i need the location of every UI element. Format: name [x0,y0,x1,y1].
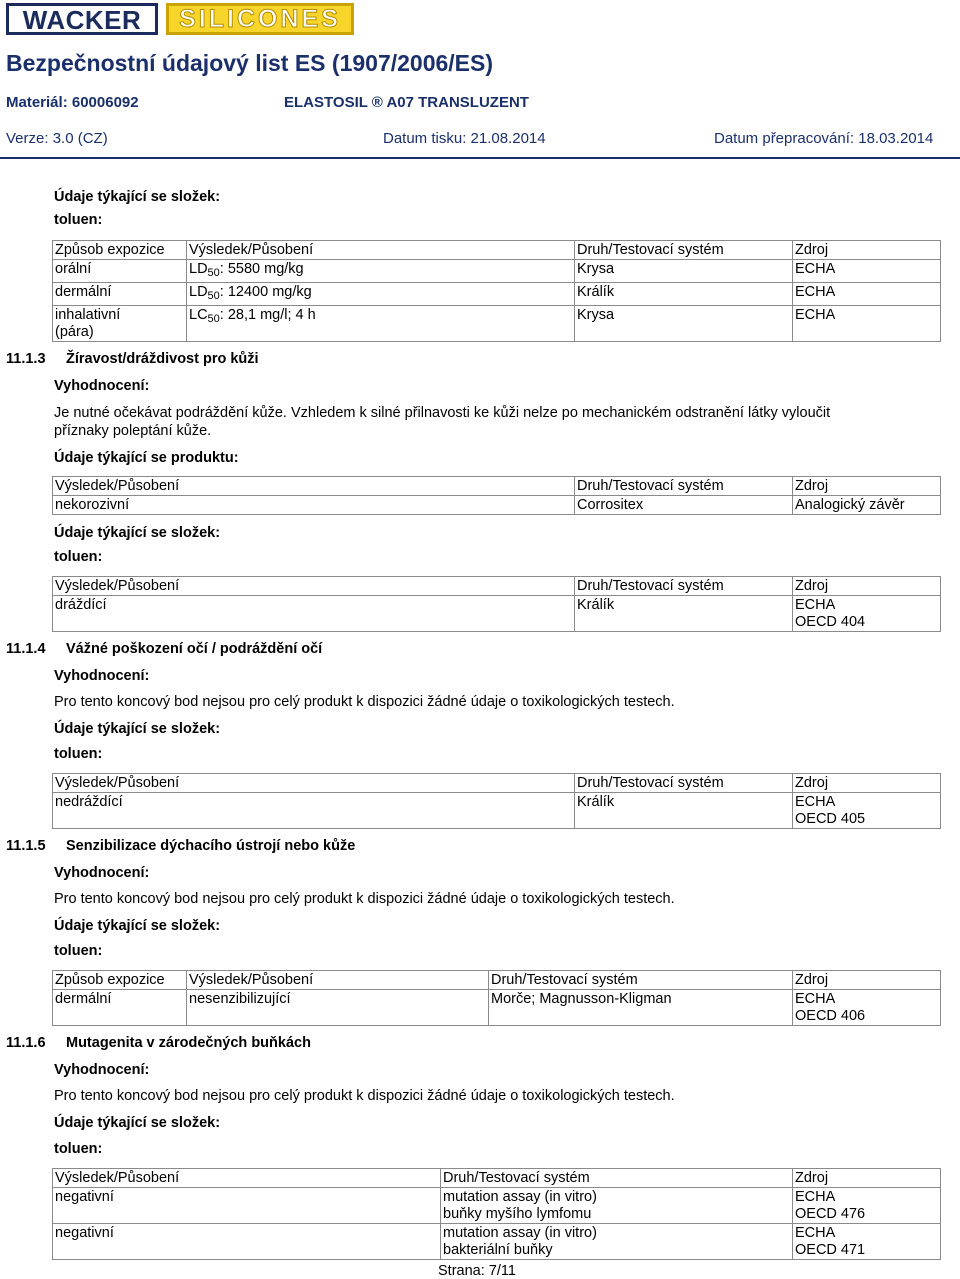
components-label: Údaje týkající se složek: [54,1115,221,1131]
print-date: Datum tisku: 21.08.2014 [383,130,546,147]
table-row [53,306,941,342]
source-cell: ECHA [793,306,941,342]
section-number: 11.1.6 [6,1035,46,1051]
table-header-row [53,577,941,596]
header-divider [0,157,960,159]
header-cell: Způsob expozice [53,241,187,260]
section-title: Vážné poškození očí / podráždění očí [66,641,323,657]
header-cell: Způsob expozice [53,971,187,990]
header-cell: Zdroj [793,971,941,990]
toluene-label: toluen: [54,1141,103,1157]
result-cell: nekorozivní [53,496,575,515]
header-cell: Zdroj [793,477,941,496]
route-cell: orální [53,260,187,283]
table-row [53,1224,941,1260]
eye-damage-toluene-table [52,773,941,829]
table-header-row [53,971,941,990]
header-cell: Výsledek/Působení [187,971,489,990]
result-cell: nesenzibilizující [187,990,489,1026]
evaluation-label: Vyhodnocení: [54,668,150,684]
table-header-row [53,477,941,496]
header-cell: Výsledek/Působení [53,577,575,596]
source-cell: ECHA OECD 476 [793,1188,941,1224]
header-cell: Druh/Testovací systém [441,1169,793,1188]
source-cell: ECHA OECD 471 [793,1224,941,1260]
toluene-label: toluen: [54,212,103,228]
route-cell: inhalativní (pára) [53,306,187,342]
result-cell: negativní [53,1188,441,1224]
section-number: 11.1.3 [6,351,46,367]
evaluation-text: příznaky poleptání kůže. [54,423,212,439]
table-row [53,990,941,1026]
result-cell: dráždící [53,596,575,632]
route-cell: dermální [53,990,187,1026]
evaluation-text: Pro tento koncový bod nejsou pro celý produkt k dispozici žádné údaje o toxikologických testech. [54,891,675,907]
table-row [53,793,941,829]
header-cell: Druh/Testovací systém [575,774,793,793]
source-cell: ECHA OECD 406 [793,990,941,1026]
silicones-logo: SILICONES [166,3,354,35]
mutagenicity-toluene-table [52,1168,941,1260]
header-cell: Zdroj [793,774,941,793]
system-cell: Morče; Magnusson-Kligman [489,990,793,1026]
header-cell: Výsledek/Působení [187,241,575,260]
table-row [53,1188,941,1224]
result-cell: $LD_{50}$: 12400 mg/kg [187,283,575,306]
revision-date: Datum přepracování: 18.03.2014 [714,130,934,147]
system-cell: Krysa [575,260,793,283]
header-cell: Výsledek/Působení [53,774,575,793]
system-cell: Králík [575,596,793,632]
source-cell: ECHA [793,283,941,306]
header-cell: Druh/Testovací systém [575,477,793,496]
evaluation-label: Vyhodnocení: [54,865,150,881]
result-cell: $LC_{50}$: 28,1 mg/l; 4 h [187,306,575,342]
source-cell: ECHA OECD 405 [793,793,941,829]
skin-corrosion-toluene-table [52,576,941,632]
system-cell: Králík [575,793,793,829]
document-title: Bezpečnostní údajový list ES (1907/2006/ES) [6,50,494,76]
evaluation-label: Vyhodnocení: [54,1062,150,1078]
section-title: Mutagenita v zárodečných buňkách [66,1035,311,1051]
evaluation-text: Je nutné očekávat podráždění kůže. Vzhledem k silné přilnavosti ke kůži nelze po mechanickém odstranění látky vyloučit [54,405,831,421]
section-number: 11.1.4 [6,641,46,657]
header-cell: Zdroj [793,241,941,260]
components-label: Údaje týkající se složek: [54,189,221,205]
header-cell: Zdroj [793,577,941,596]
result-cell: $LD_{50}$: 5580 mg/kg [187,260,575,283]
header-cell: Druh/Testovací systém [575,241,793,260]
header-cell: Druh/Testovací systém [575,577,793,596]
header-cell: Druh/Testovací systém [489,971,793,990]
system-cell: Krysa [575,306,793,342]
result-cell: negativní [53,1224,441,1260]
table-row [53,283,941,306]
components-label: Údaje týkající se složek: [54,525,221,541]
system-cell: mutation assay (in vitro) buňky myšího lymfomu [441,1188,793,1224]
evaluation-text: Pro tento koncový bod nejsou pro celý produkt k dispozici žádné údaje o toxikologických testech. [54,1088,675,1104]
header-cell: Výsledek/Působení [53,1169,441,1188]
toluene-label: toluen: [54,746,103,762]
page-number: Strana: 7/11 [438,1263,516,1279]
table-row [53,496,941,515]
toluene-label: toluen: [54,943,103,959]
wacker-logo: WACKER [6,3,158,35]
material-number: Materiál: 60006092 [6,94,139,111]
table-row [53,596,941,632]
table-header-row [53,774,941,793]
components-label: Údaje týkající se složek: [54,721,221,737]
section-number: 11.1.5 [6,838,46,854]
product-data-label: Údaje týkající se produktu: [54,450,239,466]
section-title: Žíravost/dráždivost pro kůži [66,351,259,367]
skin-corrosion-product-table [52,476,941,515]
source-cell: ECHA OECD 404 [793,596,941,632]
system-cell: Corrositex [575,496,793,515]
table-header-row [53,1169,941,1188]
section-title: Senzibilizace dýchacího ústrojí nebo kůže [66,838,356,854]
evaluation-text: Pro tento koncový bod nejsou pro celý produkt k dispozici žádné údaje o toxikologických testech. [54,694,675,710]
version: Verze: 3.0 (CZ) [6,130,108,147]
header-cell: Zdroj [793,1169,941,1188]
system-cell: Králík [575,283,793,306]
components-label: Údaje týkající se složek: [54,918,221,934]
table-row [53,260,941,283]
system-cell: mutation assay (in vitro) bakteriální buňky [441,1224,793,1260]
toluene-label: toluen: [54,549,103,565]
result-cell: nedráždící [53,793,575,829]
route-cell: dermální [53,283,187,306]
evaluation-label: Vyhodnocení: [54,378,150,394]
source-cell: ECHA [793,260,941,283]
sensitization-toluene-table [52,970,941,1026]
table-header-row [53,241,941,260]
header-cell: Výsledek/Působení [53,477,575,496]
product-name: ELASTOSIL ® A07 TRANSLUZENT [284,94,529,111]
source-cell: Analogický závěr [793,496,941,515]
acute-toxicity-table [52,240,941,342]
